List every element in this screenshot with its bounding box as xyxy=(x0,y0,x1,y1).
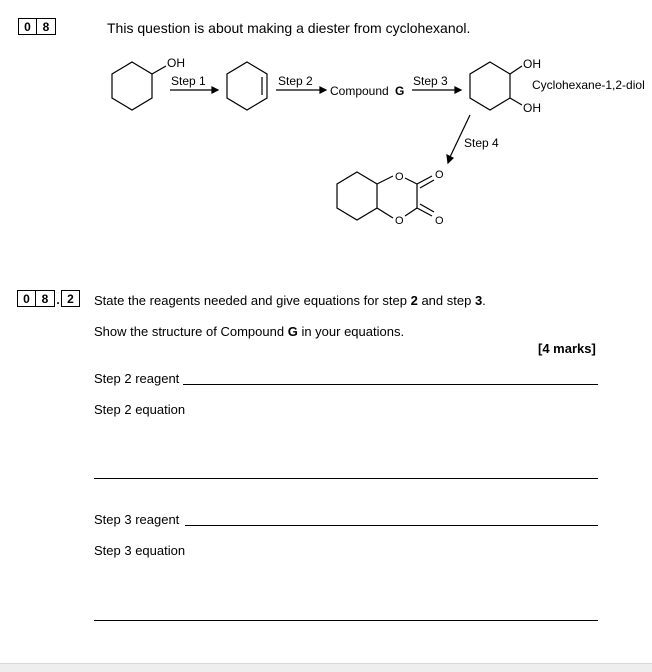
diester-cyclohexane-ring xyxy=(337,172,377,220)
step2-label: Step 2 xyxy=(278,74,313,88)
show-prefix: Show the structure of Compound xyxy=(94,324,285,339)
step2-reagent-label: Step 2 reagent xyxy=(94,371,180,386)
ester-ring-o-bottom: O xyxy=(395,215,404,227)
diol-name: Cyclohexane-1,2-diol xyxy=(532,78,645,92)
instruction-step-b: 3 xyxy=(474,293,483,308)
diol-ring xyxy=(470,62,510,110)
ester-carbonyl-o-bottom: O xyxy=(435,215,444,227)
instruction-end: . xyxy=(482,293,486,308)
show-suffix: in your equations. xyxy=(301,324,405,339)
reaction-scheme xyxy=(0,0,652,260)
compound-g-prefix: Compound xyxy=(330,84,389,98)
question-intro: This question is about making a diester from cyclohexanol. xyxy=(107,20,471,36)
diol-oh-top: OH xyxy=(523,57,541,71)
part-number-digit: 0 xyxy=(17,290,36,307)
cyclohexanol-ring xyxy=(112,62,152,110)
part-number-digit: 8 xyxy=(36,290,55,307)
step2-reagent-answer-line[interactable] xyxy=(183,384,598,385)
show-letter: G xyxy=(287,324,298,339)
question-number-digit: 8 xyxy=(37,18,56,35)
step2-equation-label: Step 2 equation xyxy=(94,402,186,417)
diol-oh-bottom: OH xyxy=(523,101,541,115)
instruction-and: and step xyxy=(421,293,472,308)
part-number-dot: . xyxy=(56,293,60,307)
instruction-prefix: State the reagents needed and give equations for step xyxy=(94,293,407,308)
step1-label: Step 1 xyxy=(171,74,206,88)
part-number-digit: 2 xyxy=(61,290,80,307)
step3-equation-label: Step 3 equation xyxy=(94,543,186,558)
ester-carbonyl-o-top: O xyxy=(435,169,444,181)
cyclohexanol-oh: OH xyxy=(167,56,185,70)
step4-label: Step 4 xyxy=(464,136,499,150)
cyclohexene-ring xyxy=(227,62,267,110)
compound-g-letter: G xyxy=(395,84,405,98)
marks-label: [4 marks] xyxy=(538,341,596,356)
part-number-box xyxy=(17,290,80,310)
part-show-structure xyxy=(94,324,404,339)
question-number-digit: 0 xyxy=(18,18,37,35)
instruction-step-a: 2 xyxy=(410,293,418,308)
step2-equation-answer-line[interactable] xyxy=(94,478,598,479)
part-instruction xyxy=(94,293,486,308)
step3-equation-answer-line[interactable] xyxy=(94,620,598,621)
step3-label: Step 3 xyxy=(413,74,448,88)
step3-reagent-label: Step 3 reagent xyxy=(94,512,180,527)
ester-ring-o-top: O xyxy=(395,171,404,183)
step3-reagent-answer-line[interactable] xyxy=(185,525,598,526)
